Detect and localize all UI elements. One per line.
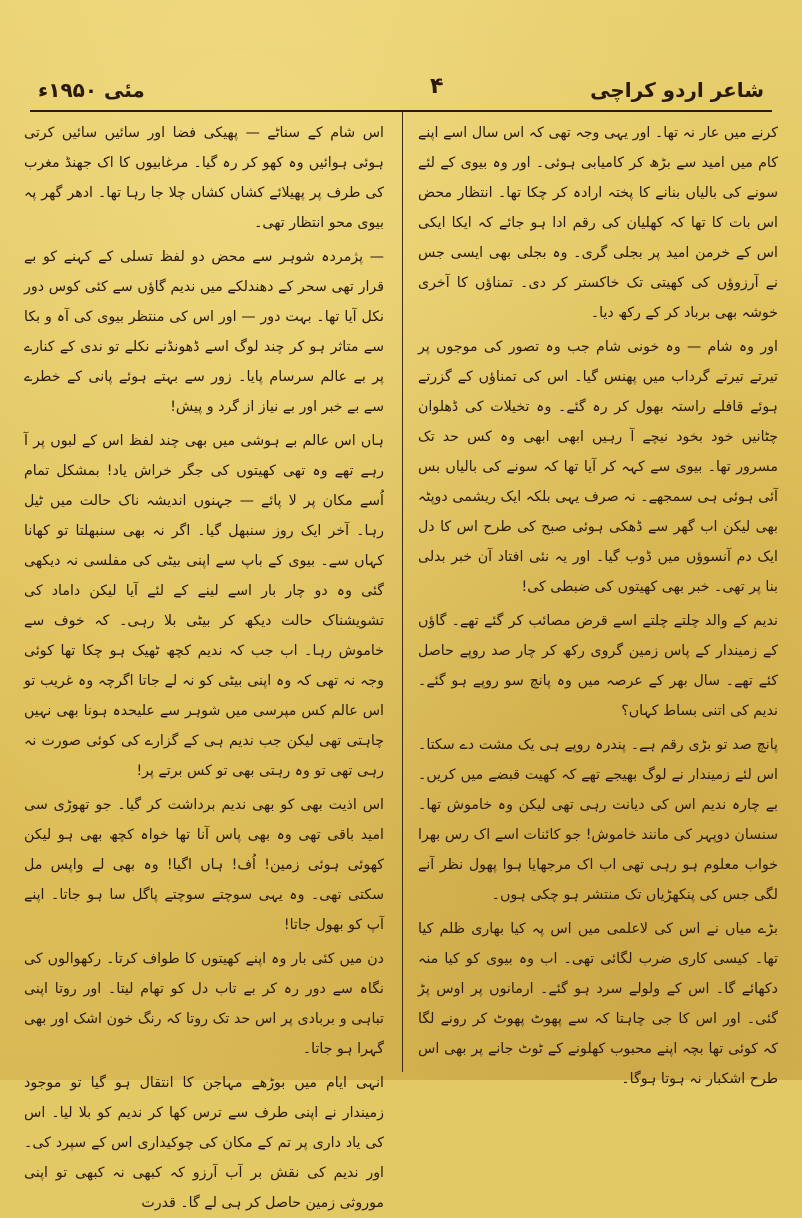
paragraph: دن میں کئی بار وہ اپنے کھیتوں کا طواف کرتا۔ رکھوالوں کی نگاہ سے دور رہ کر بے تاب دل کو تھام لیتا۔ اور روتا اپنی تباہی و بربادی پر اس حد تک روتا کہ رنگ خون اشک اور بھی گہرا ہو جاتا۔ (24, 951, 384, 1057)
paragraph: — پژمردہ شوہر سے محض دو لفظ تسلی کے کہنے کو بے قرار تھی سحر کے دھندلکے میں ندیم گاؤں سے کئی کوس دور نکل آیا تھا۔ بہت دور — اور اس کی منتظر بیوی کی آہ و بکا سے متاثر ہو کر چند لوگ اسے ڈھونڈنے نکلے تو ندی کے کنارے پر بے عالم سرسام پایا۔ زور سے بہتے ہوئے پانی کے خطرے سے بے خبر اور بے نیاز از گرد و پیش! (24, 249, 384, 415)
paragraph: کرنے میں عار نہ تھا۔ اور یہی وجہ تھی کہ اس سال اسے اپنے کام میں امید سے بڑھ کر کامیابی ہوئی۔ اور وہ بیوی کے لئے سونے کی بالیاں بنانے کا پختہ ارادہ کر چکا تھا۔ انتظار محض اس بات کا تھا کہ کھلیان کی رقم ادا ہو جائے کہ ایکا ایکی اس کے خرمن امید پر بجلی گری۔ وہ بجلی بھی ایسی جس نے آرزوؤں کی کھیتی تک خاکستر کر دی۔ تمناؤں کا آخری خوشہ بھی برباد کر کے رکھ دیا۔ (418, 125, 778, 321)
paragraph: اس اذیت بھی کو بھی ندیم برداشت کر گیا۔ جو تھوڑی سی امید باقی تھی وہ بھی پاس آنا تھا خواہ کچھ بھی ہو لیکن کھوئی ہوئی زمین! اُف! ہاں اگیا! وہ بھی لے واپس مل سکتی تھی۔ وہ یہی سوچتے سوچتے پاگل سا ہو جاتا۔ اپنے آپ کو بھول جاتا! (24, 797, 384, 933)
paragraph: انہی ایام میں بوڑھے مہاجن کا انتقال ہو گیا تو موجود زمیندار نے اپنی طرف سے ترس کھا کر ندیم کو بلا لیا۔ اس کی یاد داری پر تم کے مکان کی چوکیداری اس کے سپرد کی۔ اور ندیم کی نقش بر آب آرزو کہ کبھی نہ کبھی تو اپنی موروثی زمین حاصل کر ہی لے گا۔ قدرت (24, 1075, 384, 1211)
magazine-title: شاعر اردو کراچی (590, 78, 764, 102)
header-rule (30, 110, 772, 112)
paragraph: اور وہ شام — وہ خونی شام جب وہ تصور کی موجوں پر تیرتے تیرتے گرداب میں پھنس گیا۔ اس کی تمناؤں کے گزرتے ہوئے قافلے راستہ بھول کر رہ گئے۔ وہ تخیلات کی ڈھلوان چٹانیں خود بخود نیچے آ رہیں ابھی ابھی وہ کس حد تک مسرور تھا۔ بیوی سے کہہ کر آیا تھا کہ سونے کی بالیاں بس آئی ہوئی ہی سمجھے۔ نہ صرف یہی بلکہ ایک ریشمی دوپٹہ بھی لیکن اب گھر سے ڈھکی ہوئی صبح کی طرح اس کا دل ایک دم آنسوؤں میں ڈوب گیا۔ اور یہ نئی افتاد آن خبر بدلی بنا پر تھی۔ خبر بھی کھیتوں کی ضبطی کی! (418, 339, 778, 595)
left-column (24, 118, 384, 1211)
column-divider (402, 112, 403, 1072)
issue-date: مئی ۱۹۵۰ء (38, 78, 145, 102)
paragraph: ہاں اس عالم بے ہوشی میں بھی چند لفظ اس کے لبوں پر آ رہے تھے وہ تھی کھیتوں کی جگر خراش یاد! بمشکل تمام اُسے مکان پر لا پائے — جہنوں اندیشہ ناک حالت میں ٹیل رہا۔ آخر ایک روز سنبھل گیا۔ اگر نہ بھی سنبھلتا تو کھانا کہاں سے۔ بیوی کے باپ سے اپنی بیٹی کی مفلسی نہ دیکھی گئی وہ دو چار بار اسے لینے کے لئے آیا لیکن داماد کی تشویشناک حالت دیکھ کر بیٹی بلا رہی۔ کہ خوف سے خاموش رہا۔ اب جب کہ ندیم کچھ ٹھیک ہو چکا تھا کوئی وجہ نہ تھی کہ وہ اپنی بیٹی کو نہ لے جاتا اگرچہ وہ غریب تو اس عالم کس مپرسی میں شوہر سے علیحدہ ہونا بھی نہیں چاہتی تھی لیکن جب ندیم ہی کے گزارے کی کوئی صورت نہ رہی تھی تو وہ رہتی بھی تو کس برتے پر! (24, 433, 384, 779)
paragraph: اس شام کے سناٹے — پھیکی فضا اور سائیں سائیں کرتی ہوئی ہوائیں وہ کھو کر رہ گیا۔ مرغابیوں کا اک جھنڈ مغرب کی طرف پر پھیلائے کشاں کشاں چلا جا رہا تھا۔ ادھر گھر پہ بیوی محو انتظار تھی۔ (24, 125, 384, 231)
page-header (30, 72, 772, 108)
right-column (418, 118, 778, 1087)
paragraph: بڑے میاں نے اس کی لاعلمی میں اس پہ کیا بھاری ظلم کیا تھا۔ کیسی کاری ضرب لگائی تھی۔ اب وہ بیوی کو کیا منہ دکھائے گا۔ اس کے ولولے سرد ہو گئے۔ ارمانوں پر اوس پڑ گئی۔ اور اس کا جی چاہتا کہ سے پھوٹ پھوٹ کر رونے لگا کہ کوئی تھا بچہ اپنے محبوب کھلونے کے ٹوٹ جانے پر بھی اس طرح اشکبار نہ ہوتا ہوگا۔ (418, 921, 778, 1087)
page-number: ۴ (430, 74, 444, 99)
paragraph: ندیم کے والد چلتے چلتے اسے قرض مصائب کر گئے تھے۔ گاؤں کے زمیندار کے پاس زمین گروی رکھ کر چار صد روپے حاصل کئے تھے۔ سال بھر کے عرصہ میں وہ پانچ سو روپے ہو گئے۔ ندیم کی اتنی بساط کہاں؟ (418, 613, 778, 719)
paragraph: پانچ صد تو بڑی رقم ہے۔ پندرہ روپے ہی یک مشت دے سکتا۔ اس لئے زمیندار نے لوگ بھیجے تھے کہ کھیت قبضے میں کریں۔ بے چارہ ندیم اس کی دیانت رہی تھی لیکن وہ خاموش تھا۔ سنسان دوپہر کی مانند خاموش! جو کائنات اسے اک رس بھرا خواب معلوم ہو رہی تھی اب اک مرجھایا ہوا پھول نظر آنے لگی جس کی پنکھڑیاں تک منتشر ہو چکی ہوں۔ (418, 737, 778, 903)
